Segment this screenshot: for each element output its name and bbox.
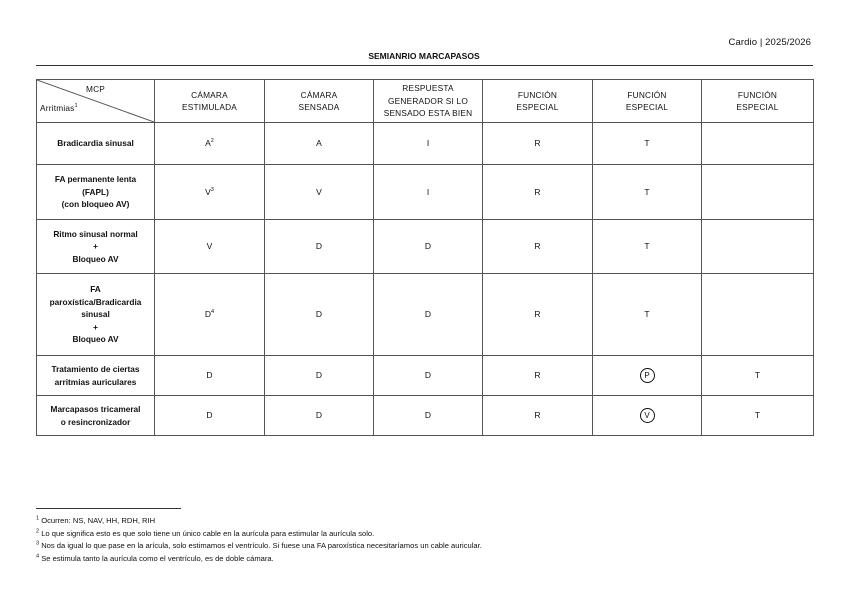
table-row: [37, 356, 814, 396]
cell-value: R: [534, 241, 541, 252]
table-row: [37, 274, 814, 356]
table-cell: [374, 220, 483, 274]
table-cell: [483, 123, 593, 165]
table-cell: [155, 274, 265, 356]
table-cell: [483, 274, 593, 356]
row-label-cell: [37, 274, 155, 356]
table-cell: [702, 220, 814, 274]
cell-value: D: [424, 309, 432, 320]
table-cell: [593, 123, 702, 165]
row-label: FA permanente lenta (FAPL) (con bloqueo AV): [54, 174, 137, 210]
footnote-text: Lo que significa esto es que solo tiene un único cable en la aurícula para estimular la aurícula solo.: [41, 528, 375, 538]
row-label: Bradicardia sinusal: [57, 138, 134, 149]
footnotes: [36, 515, 816, 565]
cell-value: I: [426, 138, 430, 149]
footnote-item: [36, 553, 816, 566]
cell-value: R: [534, 186, 541, 197]
table-cell: [702, 123, 814, 165]
cell-value: V: [206, 241, 213, 252]
footnote-number: 1: [36, 515, 40, 522]
cell-value: A: [205, 138, 211, 149]
table-cell: [483, 165, 593, 220]
cell-value: D: [206, 370, 213, 381]
cell-value: R: [534, 138, 541, 149]
table-cell: [483, 356, 593, 396]
table-cell: [374, 396, 483, 436]
table-cell: [265, 274, 374, 356]
column-header-label: FUNCIÓN ESPECIAL: [736, 89, 779, 112]
cell-value: R: [534, 410, 541, 421]
cell-value: R: [534, 309, 541, 320]
footnote-text: Ocurren: NS, NAV, HH, RDH, RIH: [41, 516, 156, 525]
cell-value: T: [644, 186, 650, 197]
column-header: [374, 80, 483, 123]
cell-value: D: [424, 241, 432, 252]
table-header-row: [37, 80, 814, 123]
pacemaker-table: [36, 79, 814, 436]
cell-value: D: [315, 410, 323, 421]
table-cell: [483, 396, 593, 436]
table-cell: [702, 274, 814, 356]
table-cell: [265, 123, 374, 165]
table-row: [37, 123, 814, 165]
footnote-divider: [36, 508, 181, 509]
table-cell: [374, 165, 483, 220]
table-cell: [374, 123, 483, 165]
column-header-label: FUNCIÓN ESPECIAL: [516, 89, 559, 112]
cell-value: A: [316, 138, 322, 149]
table-cell: [155, 220, 265, 274]
corner-bottom-label: [40, 102, 78, 115]
cell-value: D: [206, 410, 213, 421]
cell-value: D: [315, 309, 323, 320]
column-header-label: FUNCIÓN ESPECIAL: [625, 89, 669, 112]
title-divider: [36, 65, 813, 66]
cell-value: D: [315, 241, 323, 252]
column-header: [155, 80, 265, 123]
cell-value: D: [204, 309, 212, 320]
page-title: SEMIANRIO MARCAPASOS: [368, 51, 480, 61]
row-label: FA paroxística/Bradicardia sinusal + Bloqueo AV: [49, 284, 142, 345]
table-cell: [265, 220, 374, 274]
cell-value: D: [424, 370, 432, 381]
footnote-item: [36, 528, 816, 541]
cell-value: R: [534, 370, 541, 381]
corner-bottom-sup: 1: [74, 102, 78, 109]
course-header: Cardio | 2025/2026: [728, 37, 811, 48]
footnote-text: Se estimula tanto la aurícula como el ventrículo, es de doble cámara.: [41, 553, 274, 563]
table-cell: [593, 274, 702, 356]
corner-header-cell: [37, 80, 155, 123]
column-header-label: RESPUESTA GENERADOR SI LO SENSADO ESTA BIEN: [383, 83, 473, 119]
cell-value: T: [754, 410, 761, 421]
row-label: Ritmo sinusal normal + Bloqueo AV: [53, 228, 138, 264]
table-row: [37, 165, 814, 220]
cell-value: D: [424, 410, 432, 421]
footnote-item: [36, 540, 816, 553]
circled-value: P: [640, 368, 655, 383]
row-label-cell: [37, 356, 155, 396]
table-cell: [483, 220, 593, 274]
column-header-label: CÁMARA ESTIMULADA: [181, 89, 238, 112]
table-cell: [265, 396, 374, 436]
row-label-cell: [37, 220, 155, 274]
column-header-label: CÁMARA SENSADA: [298, 89, 340, 112]
table-cell: [702, 165, 814, 220]
cell-value: V: [205, 186, 211, 197]
cell-value: T: [754, 370, 761, 381]
row-label-cell: [37, 123, 155, 165]
footnote-ref: 4: [211, 309, 215, 316]
footnote-ref: 3: [210, 186, 214, 193]
table-cell: [155, 356, 265, 396]
row-label: Marcapasos tricameral o resincronizador: [50, 404, 141, 427]
table-cell: [374, 356, 483, 396]
table-cell: [593, 165, 702, 220]
cell-value: T: [644, 309, 650, 320]
footnote-item: [36, 515, 816, 528]
row-label-cell: [37, 396, 155, 436]
table-cell: [702, 396, 814, 436]
table-cell: [593, 220, 702, 274]
table-cell: [593, 356, 702, 396]
table-cell: [155, 396, 265, 436]
table-cell: [265, 356, 374, 396]
corner-top-label: MCP: [85, 84, 106, 94]
footnote-number: 3: [36, 540, 40, 547]
cell-value: D: [315, 370, 323, 381]
column-header: [483, 80, 593, 123]
table-row: [37, 396, 814, 436]
cell-value: T: [644, 241, 650, 252]
table-cell: [155, 123, 265, 165]
table-row: [37, 220, 814, 274]
table-cell: [593, 396, 702, 436]
footnote-ref: 2: [210, 138, 214, 145]
row-label-cell: [37, 165, 155, 220]
cell-value: I: [426, 186, 430, 197]
column-header: [593, 80, 702, 123]
column-header: [265, 80, 374, 123]
table-cell: [702, 356, 814, 396]
cell-value: V: [316, 186, 322, 197]
footnote-number: 2: [36, 527, 40, 534]
table-cell: [155, 165, 265, 220]
row-label: Tratamiento de ciertas arritmias auriculares: [51, 364, 140, 387]
table-cell: [265, 165, 374, 220]
table-cell: [374, 274, 483, 356]
footnote-number: 4: [36, 552, 40, 559]
corner-bottom-text: Arritmias: [40, 102, 75, 113]
footnote-text: Nos da igual lo que pase en la arícula, solo estimamos el ventrículo. Si fuese una FA paroxística necesitaríamos un cable auricular.: [41, 541, 482, 550]
column-header: [702, 80, 814, 123]
circled-value: V: [640, 408, 655, 423]
cell-value: T: [644, 138, 650, 149]
